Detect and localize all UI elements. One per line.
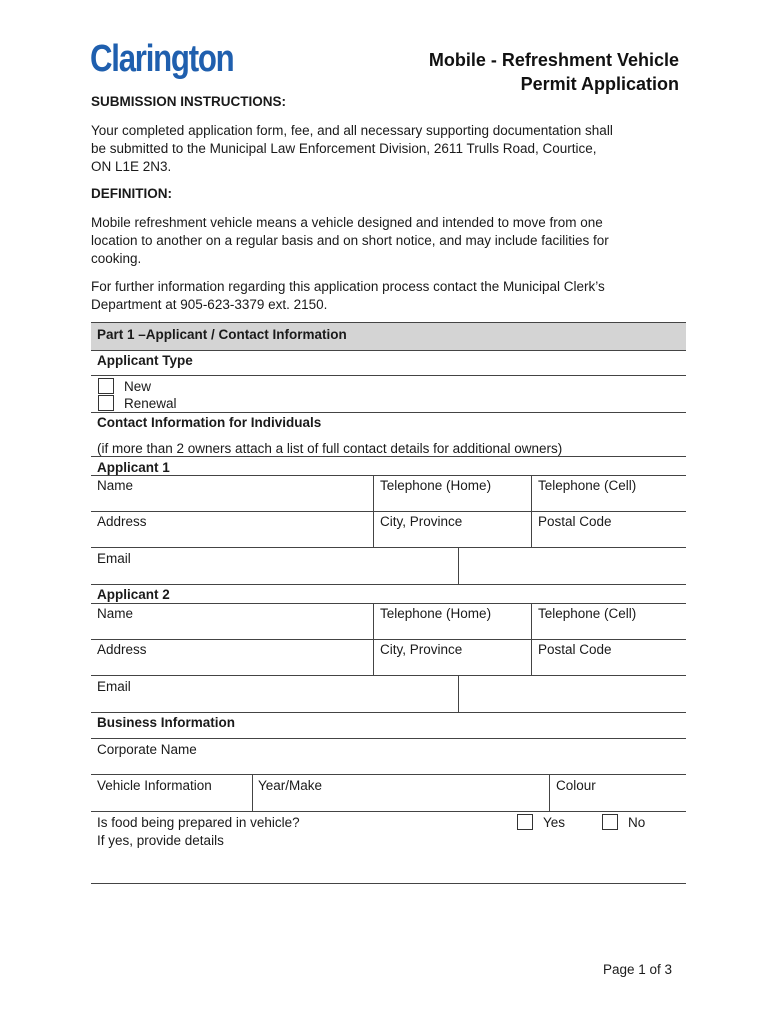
divider	[91, 639, 686, 640]
divider	[91, 456, 686, 457]
applicant2-email-label: Email	[97, 679, 131, 694]
divider	[252, 774, 253, 811]
divider	[458, 675, 459, 712]
food-no-checkbox[interactable]	[602, 814, 618, 830]
divider	[91, 774, 686, 775]
food-yes-label: Yes	[543, 815, 566, 830]
divider	[91, 811, 686, 812]
applicant2-name-label: Name	[97, 606, 134, 621]
definition-line-3: cooking.	[91, 251, 142, 266]
food-question-label: Is food being prepared in vehicle?	[97, 815, 300, 830]
definition-line-1: Mobile refreshment vehicle means a vehicle designed and intended to move from one	[91, 215, 603, 230]
divider	[549, 774, 550, 811]
title-line-1: Mobile - Refreshment Vehicle	[428, 50, 679, 70]
applicant1-tel-home-label: Telephone (Home)	[380, 478, 492, 493]
contact-heading: Contact Information for Individuals	[97, 415, 322, 430]
applicant1-email-label: Email	[97, 551, 131, 566]
colour-label: Colour	[556, 778, 596, 793]
applicant1-address-label: Address	[97, 514, 147, 529]
food-no-label: No	[628, 815, 646, 830]
applicant1-name-label: Name	[97, 478, 134, 493]
title-line-2: Permit Application	[520, 74, 679, 94]
definition-line-2: location to another on a regular basis and on short notice, and may include facilities for	[91, 233, 609, 248]
applicant2-address-label: Address	[97, 642, 147, 657]
applicant1-city-label: City, Province	[380, 514, 463, 529]
divider	[91, 412, 686, 413]
food-yes-checkbox[interactable]	[517, 814, 533, 830]
applicant2-city-label: City, Province	[380, 642, 463, 657]
new-checkbox[interactable]	[98, 378, 114, 394]
applicant1-postal-label: Postal Code	[538, 514, 612, 529]
food-details-label: If yes, provide details	[97, 833, 224, 848]
vehicle-info-label: Vehicle Information	[97, 778, 212, 793]
submission-line-2: be submitted to the Municipal Law Enforcement Division, 2611 Trulls Road, Courtice,	[91, 141, 597, 156]
page-title	[429, 48, 679, 96]
applicant1-tel-cell-label: Telephone (Cell)	[538, 478, 637, 493]
applicant2-label: Applicant 2	[97, 587, 170, 602]
divider	[91, 375, 686, 376]
divider	[91, 738, 686, 739]
info-line-2: Department at 905-623-3379 ext. 2150.	[91, 297, 328, 312]
part1-header-bar	[91, 322, 686, 351]
page-number: Page 1 of 3	[603, 962, 673, 977]
info-line-1: For further information regarding this application process contact the Municipal Clerk’s	[91, 279, 605, 294]
submission-text	[91, 122, 691, 176]
divider	[91, 511, 686, 512]
part1-title: Part 1 –Applicant / Contact Information	[97, 327, 347, 342]
corporate-name-label: Corporate Name	[97, 742, 197, 757]
submission-heading: SUBMISSION INSTRUCTIONS:	[91, 94, 287, 109]
applicant1-label: Applicant 1	[97, 460, 170, 475]
definition-heading: DEFINITION:	[91, 186, 172, 201]
year-make-label: Year/Make	[258, 778, 323, 793]
renewal-checkbox[interactable]	[98, 395, 114, 411]
divider	[458, 547, 459, 584]
divider	[91, 675, 686, 676]
divider	[91, 475, 686, 476]
divider	[91, 603, 686, 604]
divider	[91, 547, 686, 548]
new-label: New	[124, 379, 152, 394]
renewal-label: Renewal	[124, 396, 177, 411]
divider	[91, 712, 686, 713]
divider	[91, 584, 686, 585]
applicant2-tel-cell-label: Telephone (Cell)	[538, 606, 637, 621]
applicant2-tel-home-label: Telephone (Home)	[380, 606, 492, 621]
contact-info-text	[91, 278, 691, 314]
applicant2-postal-label: Postal Code	[538, 642, 612, 657]
business-heading: Business Information	[97, 715, 236, 730]
submission-line-1: Your completed application form, fee, and all necessary supporting documentation shall	[91, 123, 613, 138]
divider	[91, 883, 686, 884]
clarington-logo: Clarington	[90, 38, 234, 80]
submission-line-3: ON L1E 2N3.	[91, 159, 172, 174]
contact-note: (if more than 2 owners attach a list of full contact details for additional owners)	[97, 441, 563, 456]
definition-text	[91, 214, 691, 268]
applicant-type-label: Applicant Type	[97, 353, 193, 368]
